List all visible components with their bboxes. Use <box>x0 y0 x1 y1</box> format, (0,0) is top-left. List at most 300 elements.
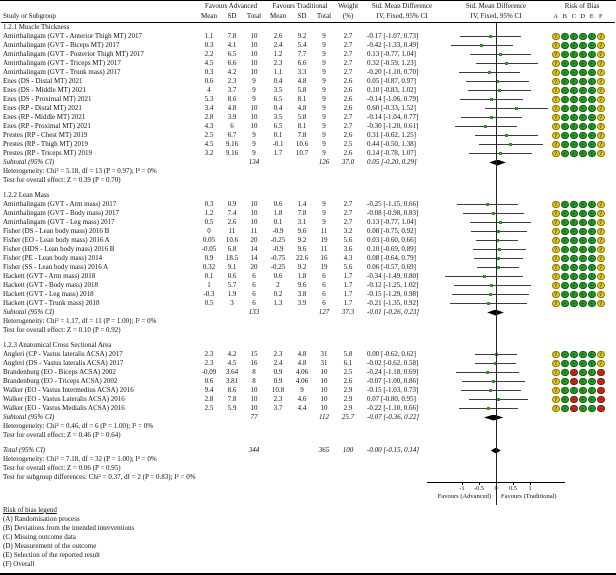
point-estimate-marker <box>515 107 518 110</box>
risk-of-bias-header: Risk of Bias <box>564 2 600 10</box>
smd-ci-text: -0.20 [-1.10, 0.70] <box>367 68 419 76</box>
total-advanced: 10 <box>250 200 258 208</box>
total-traditional: 365 <box>318 446 330 454</box>
rob-dot-C: + <box>570 123 578 131</box>
weight-unit-header: (%) <box>342 12 354 20</box>
smd-ci-text: -0.34 [-1.49, 0.80] <box>367 272 419 280</box>
rob-dot-F: − <box>597 387 605 395</box>
blank <box>265 308 291 317</box>
subgroup-test-text: Test for subgroup differences: Chi² = 0.37, df = 2 (P = 0.83); I² = 0% <box>3 473 196 481</box>
rob-dot-D: + <box>579 378 587 386</box>
study-row <box>1 377 615 386</box>
overall-effect-text-row <box>1 464 615 473</box>
rob-dot-E: + <box>588 141 596 149</box>
study-label: Hackett (GVT - Arm mass) 2018 <box>3 272 96 280</box>
total-advanced: 9 <box>252 131 256 139</box>
rob-dot-E: + <box>588 405 596 413</box>
mean-traditional: 1.7 <box>273 149 283 157</box>
rob-dot-A: ? <box>552 33 560 41</box>
point-estimate-marker <box>488 71 491 74</box>
total-advanced: 77 <box>250 413 258 421</box>
rob-dot-E: + <box>588 123 596 131</box>
rob-dot-C: + <box>570 282 578 290</box>
rob-dot-F: ? <box>597 228 605 236</box>
total-advanced-header: Total <box>246 12 262 20</box>
total-traditional: 9 <box>322 122 326 130</box>
rob-dot-F: ? <box>597 69 605 77</box>
blank <box>291 446 313 455</box>
sd-advanced: 3.64 <box>225 368 239 376</box>
rob-dot-C: + <box>570 360 578 368</box>
risk-of-bias-cell <box>549 59 615 68</box>
rob-dot-D: + <box>579 291 587 299</box>
sd-traditional: 5.8 <box>297 86 307 94</box>
smd-ci-text: -0.15 [-1.29, 0.98] <box>367 290 419 298</box>
mean-advanced: 9.4 <box>204 386 214 394</box>
study-row <box>1 236 615 245</box>
mean-advanced: 0.3 <box>204 41 214 49</box>
blank <box>221 446 243 455</box>
study-column-header: Study or Subgroup <box>3 12 56 20</box>
smd-ci-text: -0.22 [-1.10, 0.66] <box>367 404 419 412</box>
rob-dot-D: + <box>579 60 587 68</box>
heterogeneity-text-row <box>1 317 615 326</box>
smd-ci-text: 0.05 [-0.20, 0.29] <box>367 158 417 166</box>
heterogeneity-text: Heterogeneity: Chi² = 5.18, df = 13 (P = 0.97); I² = 0% <box>3 167 157 175</box>
heterogeneity-text-row <box>1 455 615 464</box>
blank <box>265 158 291 167</box>
rob-dot-C: + <box>570 96 578 104</box>
study-row <box>1 113 615 122</box>
weight-value: 2.5 <box>343 140 353 148</box>
rob-dot-C: + <box>570 141 578 149</box>
rob-dot-E: + <box>588 360 596 368</box>
total-traditional: 9 <box>322 50 326 58</box>
study-row <box>1 131 615 140</box>
blank <box>197 446 221 455</box>
study-row <box>1 272 615 281</box>
sd-advanced: 4.2 <box>227 68 237 76</box>
mean-advanced: 2.5 <box>204 404 214 412</box>
total-traditional: 9 <box>322 68 326 76</box>
rob-dot-C: + <box>570 33 578 41</box>
point-estimate-marker <box>487 302 490 305</box>
total-traditional: 9 <box>322 77 326 85</box>
rob-dot-A: ? <box>552 246 560 254</box>
rob-dot-F: − <box>597 396 605 404</box>
rob-legend-item: (F) Overall <box>3 560 35 568</box>
rob-dot-F: ? <box>597 33 605 41</box>
study-row <box>1 140 615 149</box>
total-traditional: 10 <box>320 395 328 403</box>
study-label: Walker (EO - Vastus Intermedius ACSA) 2016 <box>3 386 134 394</box>
rob-dot-B: + <box>561 351 569 359</box>
smd-ci-text: -0.01 [-0.26, 0.23] <box>367 308 420 316</box>
mean-traditional: 0.1 <box>273 131 283 139</box>
study-row <box>1 200 615 209</box>
study-label: Amirthalingam (GVT - Anterior Thigh MT) 2017 <box>3 32 142 40</box>
rob-dot-C: + <box>570 291 578 299</box>
mean-traditional: 2.3 <box>273 350 283 358</box>
total-advanced: 10 <box>250 209 258 217</box>
point-estimate-marker <box>490 116 493 119</box>
point-estimate-marker <box>505 62 508 65</box>
study-row <box>1 299 615 308</box>
rob-dot-F: ? <box>597 105 605 113</box>
rob-dot-B: + <box>561 387 569 395</box>
rob-dot-C: − <box>570 405 578 413</box>
mean-traditional: 2.6 <box>273 32 283 40</box>
smd-ci-text: -0.14 [-1.04, 0.77] <box>367 113 419 121</box>
rob-dot-F: ? <box>597 300 605 308</box>
rob-dot-E: + <box>588 114 596 122</box>
rob-dot-D: + <box>579 96 587 104</box>
total-traditional: 126 <box>318 158 330 166</box>
rob-dot-C: + <box>570 264 578 272</box>
rob-dot-F: ? <box>597 87 605 95</box>
rob-dot-E: + <box>588 387 596 395</box>
total-advanced: 10 <box>250 59 258 67</box>
rob-dot-F: ? <box>597 282 605 290</box>
study-row <box>1 281 615 290</box>
rob-dot-B: + <box>561 105 569 113</box>
smd-ci-text: 0.07 [-0.80, 0.95] <box>367 395 416 403</box>
rob-dot-F: ? <box>597 78 605 86</box>
risk-of-bias-cell <box>549 140 615 149</box>
rob-dot-E: + <box>588 51 596 59</box>
rob-dot-E: + <box>588 369 596 377</box>
total-advanced: 15 <box>250 350 258 358</box>
sd-traditional: 4.6 <box>297 395 307 403</box>
mean-traditional: 0.6 <box>273 200 283 208</box>
rob-dot-B: + <box>561 264 569 272</box>
smd-ci-text: 0.14 [-0.78, 1.07] <box>367 149 416 157</box>
sd-advanced: 4.8 <box>227 104 237 112</box>
heterogeneity-text: Heterogeneity: Chi² = 0.46, df = 6 (P = 1.00); I² = 0% <box>3 422 154 430</box>
rob-dot-C: + <box>570 246 578 254</box>
overall-effect-text: Test for overall effect: Z = 0.10 (P = 0.92) <box>3 326 121 334</box>
risk-of-bias-cell <box>549 122 615 131</box>
weight-value: 2.6 <box>343 86 353 94</box>
sd-advanced: 6.6 <box>227 59 237 67</box>
rob-dot-C: + <box>570 210 578 218</box>
mean-advanced: 4.5 <box>204 140 214 148</box>
study-row <box>1 50 615 59</box>
mean-advanced: 0.5 <box>204 218 214 226</box>
mean-traditional: 0.6 <box>273 272 283 280</box>
study-row <box>1 227 615 236</box>
axis-tick-label: 1 <box>528 485 532 492</box>
rob-dot-F: ? <box>597 141 605 149</box>
sd-traditional: 4.06 <box>295 377 309 385</box>
rob-dot-F: ? <box>597 114 605 122</box>
total-advanced: 6 <box>252 281 256 289</box>
sd-advanced: 9.16 <box>225 140 239 148</box>
rob-dot-B: + <box>561 246 569 254</box>
sd-advanced: 9.16 <box>225 149 239 157</box>
total-advanced: 10 <box>250 113 258 121</box>
sd-traditional: 4.06 <box>295 368 309 376</box>
sd-traditional: 3.3 <box>297 68 307 76</box>
rob-dot-C: + <box>570 237 578 245</box>
point-estimate-marker <box>490 284 493 287</box>
rob-dot-B: + <box>561 237 569 245</box>
study-label: Enes (DS - Proximal MT) 2021 <box>3 95 92 103</box>
rob-dot-C: + <box>570 114 578 122</box>
mean-advanced: 1.2 <box>204 209 214 217</box>
rob-dot-D: + <box>579 150 587 158</box>
weight-value: 2.6 <box>343 131 353 139</box>
risk-of-bias-cell <box>549 86 615 95</box>
study-row <box>1 104 615 113</box>
rob-dot-B: + <box>561 69 569 77</box>
rob-dot-C: + <box>570 150 578 158</box>
rob-dot-F: ? <box>597 291 605 299</box>
rob-dot-A: ? <box>552 42 560 50</box>
smd-ci-text: 0.06 [-0.57, 0.69] <box>367 263 416 271</box>
study-label: Walker (EO - Vastus Lateralis ACSA) 2016 <box>3 395 125 403</box>
total-advanced: 16 <box>250 359 258 367</box>
study-label: Fisher (HDS - Lean body mass) 2016 B <box>3 245 115 253</box>
total-advanced: 6 <box>252 272 256 280</box>
rob-dot-C: + <box>570 42 578 50</box>
sd-traditional: 9 <box>300 386 304 394</box>
rob-dot-F: ? <box>597 246 605 254</box>
smd-ci-text: -0.25 [-1.15, 0.66] <box>367 200 419 208</box>
sd-traditional: 7.7 <box>297 50 307 58</box>
weight-value: 2.7 <box>343 113 353 121</box>
mean-traditional: 2.3 <box>273 59 283 67</box>
axis-tick-label: 0.5 <box>509 485 517 492</box>
total-traditional: 31 <box>320 359 328 367</box>
rob-letter-e: E <box>589 13 594 20</box>
rob-dot-C: + <box>570 228 578 236</box>
mean-advanced: 0.9 <box>204 254 214 262</box>
smd-ci-text: -0.17 [-1.07, 0.73] <box>367 32 419 40</box>
risk-of-bias-cell <box>549 41 615 50</box>
point-estimate-marker <box>498 89 501 92</box>
smd-ci-text: -0.21 [-1.35, 0.92] <box>367 299 419 307</box>
smd-ci-text: -0.00 [-0.15, 0.14] <box>367 446 420 454</box>
sd-advanced: 6.8 <box>227 245 237 253</box>
risk-of-bias-cell <box>549 386 615 395</box>
rob-dot-B: + <box>561 78 569 86</box>
rob-dot-E: + <box>588 246 596 254</box>
risk-of-bias-cell <box>549 395 615 404</box>
total-advanced: 344 <box>248 446 260 454</box>
rob-dot-A: ? <box>552 351 560 359</box>
rob-dot-B: + <box>561 33 569 41</box>
weight-value: 2.7 <box>343 32 353 40</box>
mean-traditional: 6.5 <box>273 95 283 103</box>
total-advanced: 8 <box>252 368 256 376</box>
rob-dot-B: + <box>561 273 569 281</box>
mean-advanced: -0.3 <box>203 290 215 298</box>
study-row <box>1 386 615 395</box>
risk-of-bias-cell <box>549 218 615 227</box>
total-traditional: 11 <box>320 227 328 235</box>
total-traditional: 9 <box>322 95 326 103</box>
axis-tick-label: -1 <box>459 485 465 492</box>
risk-of-bias-cell <box>549 272 615 281</box>
total-traditional: 9 <box>322 41 326 49</box>
heterogeneity-text: Heterogeneity: Chi² = 7.18, df = 32 (P = 1.00); I² = 0% <box>3 455 157 463</box>
sd-advanced: 4.5 <box>227 359 237 367</box>
rob-dot-C: + <box>570 132 578 140</box>
mean-advanced: 0.3 <box>204 200 214 208</box>
study-row <box>1 68 615 77</box>
heterogeneity-text: Heterogeneity: Chi² = 1.17, df = 11 (P = 1.00); I² = 0% <box>3 317 157 325</box>
study-label: Prestes (RP - Chest MT) 2019 <box>3 131 88 139</box>
rob-dot-B: + <box>561 282 569 290</box>
rob-dot-E: + <box>588 105 596 113</box>
sd-traditional: 3.8 <box>297 290 307 298</box>
study-label: Amirthalingam (GVT - Body mass) 2017 <box>3 209 119 217</box>
rob-dot-A: ? <box>552 300 560 308</box>
rob-dot-D: + <box>579 132 587 140</box>
risk-of-bias-cell <box>549 245 615 254</box>
study-row <box>1 359 615 368</box>
section-title-row <box>1 341 615 350</box>
rob-dot-B: + <box>561 150 569 158</box>
sd-traditional: 6.6 <box>297 59 307 67</box>
rob-dot-E: + <box>588 273 596 281</box>
risk-of-bias-cell <box>549 446 615 455</box>
study-label: Fisher (PE - Lean body mass) 2014 <box>3 254 103 262</box>
total-traditional: 9 <box>322 32 326 40</box>
mean-advanced: 4.3 <box>204 122 214 130</box>
mean-advanced: 0.6 <box>204 77 214 85</box>
sd-advanced: 7.8 <box>227 32 237 40</box>
rob-dot-D: + <box>579 210 587 218</box>
section-title: 1.2.1 Muscle Thickness <box>3 23 70 31</box>
rob-dot-D: + <box>579 219 587 227</box>
group-header-traditional: Favours Traditional <box>272 2 328 10</box>
rob-letter-a: A <box>553 13 559 20</box>
smd-ci-text: -0.42 [-1.33, 0.49] <box>367 41 419 49</box>
rob-dot-A: ? <box>552 201 560 209</box>
rob-dot-E: + <box>588 78 596 86</box>
study-label: Amirthalingam (GVT - Triceps MT) 2017 <box>3 59 121 67</box>
risk-of-bias-cell <box>549 104 615 113</box>
sd-traditional: 9.6 <box>297 245 307 253</box>
sd-advanced: 9.1 <box>227 263 237 271</box>
mean-traditional: 1.2 <box>273 50 283 58</box>
blank <box>265 446 291 455</box>
total-traditional: 6 <box>322 281 326 289</box>
rob-dot-B: + <box>561 201 569 209</box>
total-traditional: 19 <box>320 236 328 244</box>
risk-of-bias-cell <box>549 50 615 59</box>
risk-of-bias-cell <box>549 227 615 236</box>
sd-advanced: 4.1 <box>227 41 237 49</box>
overall-effect-text-row <box>1 176 615 185</box>
smd-ci-text: 0.13 [-0.77, 1.04] <box>367 50 416 58</box>
sd-traditional: 10.6 <box>295 140 309 148</box>
total-traditional: 9 <box>322 113 326 121</box>
rob-dot-C: − <box>570 369 578 377</box>
rob-dot-F: ? <box>597 237 605 245</box>
rob-dot-A: ? <box>552 264 560 272</box>
table-header <box>1 2 615 23</box>
point-estimate-marker <box>489 389 492 392</box>
total-traditional-header: Total <box>316 12 332 20</box>
total-advanced: 6 <box>252 290 256 298</box>
total-traditional: 9 <box>322 104 326 112</box>
total-traditional: 10 <box>320 386 328 394</box>
sd-advanced: 4.2 <box>227 350 237 358</box>
rob-dot-E: + <box>588 96 596 104</box>
sd-advanced: 5.9 <box>227 404 237 412</box>
pooled-label: Total (95% CI) <box>3 446 46 454</box>
study-label: Hackett (GVT - Trunk mass) 2018 <box>3 299 100 307</box>
smd-ci-text: 0.31 [-0.62, 1.25] <box>367 131 416 139</box>
weight-value: 2.9 <box>343 404 353 412</box>
rob-dot-A: ? <box>552 405 560 413</box>
study-label: Amirthalingam (GVT - Trunk mass) 2017 <box>3 68 121 76</box>
rob-dot-C: + <box>570 105 578 113</box>
rob-dot-A: ? <box>552 114 560 122</box>
risk-of-bias-cell <box>549 131 615 140</box>
mean-advanced: 1 <box>207 281 211 289</box>
rob-dot-A: ? <box>552 291 560 299</box>
total-advanced: 20 <box>250 236 258 244</box>
rob-dot-E: + <box>588 42 596 50</box>
study-label: Amirthalingam (GVT - Arm mass) 2017 <box>3 200 117 208</box>
total-advanced: 6 <box>252 299 256 307</box>
overall-effect-text-row <box>1 431 615 440</box>
rob-dot-E: + <box>588 219 596 227</box>
weight-value: 2.9 <box>343 395 353 403</box>
rob-dot-F: ? <box>597 273 605 281</box>
rob-dot-E: + <box>588 300 596 308</box>
point-estimate-marker <box>490 98 493 101</box>
smd-ci-text: -0.12 [-1.25, 1.02] <box>367 281 419 289</box>
rob-dot-E: + <box>588 132 596 140</box>
rob-legend-item: (A) Randomisation process <box>3 515 80 523</box>
sd-traditional: 4.8 <box>297 77 307 85</box>
sd-advanced: 6.5 <box>227 50 237 58</box>
smd-ci-text: -0.07 [-0.36, 0.22] <box>367 413 420 421</box>
sd-advanced: 1.9 <box>227 290 237 298</box>
point-estimate-marker <box>497 230 500 233</box>
total-advanced: 10 <box>250 404 258 412</box>
study-label: Amirthalingam (GVT - Leg mass) 2017 <box>3 218 115 226</box>
sd-advanced: 7.4 <box>227 209 237 217</box>
rob-dot-A: ? <box>552 69 560 77</box>
rob-dot-D: + <box>579 300 587 308</box>
mean-traditional: 3.5 <box>273 86 283 94</box>
point-estimate-marker <box>499 152 502 155</box>
mean-traditional: 6.5 <box>273 122 283 130</box>
weight-value: 2.7 <box>343 59 353 67</box>
sd-advanced: 0.9 <box>227 200 237 208</box>
study-row <box>1 209 615 218</box>
weight-value: 2.6 <box>343 149 353 157</box>
mean-advanced: 4.5 <box>204 59 214 67</box>
rob-dot-D: + <box>579 228 587 236</box>
rob-legend-item: (D) Measurement of the outcome <box>3 542 97 550</box>
blank <box>291 413 313 422</box>
study-row <box>1 350 615 359</box>
total-advanced: 10 <box>250 104 258 112</box>
mean-advanced: 3.4 <box>204 104 214 112</box>
point-estimate-marker <box>486 371 489 374</box>
rob-dot-D: + <box>579 273 587 281</box>
sd-advanced: 3.81 <box>225 377 239 385</box>
sd-traditional: 7.8 <box>297 209 307 217</box>
pooled-label: Subtotal (95% CI) <box>3 413 55 421</box>
